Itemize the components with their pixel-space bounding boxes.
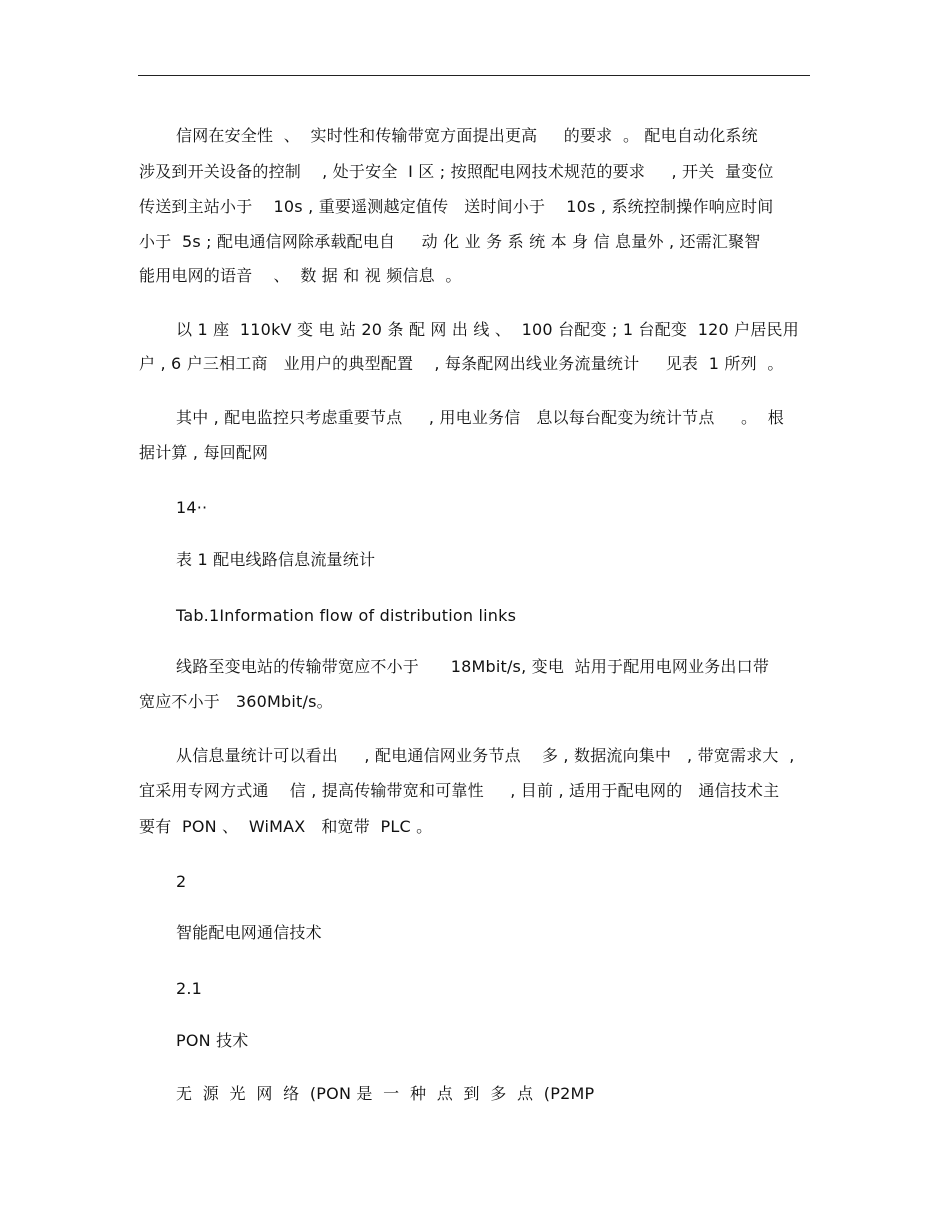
paragraph-13-line-1: 无 源 光 网 络 (PON 是 一 种 点 到 多 点 (P2MP bbox=[176, 1084, 595, 1103]
paragraph-2-line-1: 以 1 座 110kV 变 电 站 20 条 配 网 出 线 、 100 台配变 ; 1 台配变 120 户居民用 bbox=[176, 320, 799, 339]
paragraph-8-line-2: 宜采用专网方式通 信 , 提高传输带宽和可靠性 , 目前 , 适用于配电网的 通信技术主 bbox=[139, 781, 780, 800]
paragraph-1-line-5: 能用电网的语音 、 数 据 和 视 频信息 。 bbox=[139, 266, 462, 285]
section-title: 智能配电网通信技术 bbox=[176, 923, 322, 942]
header-rule bbox=[138, 75, 810, 76]
paragraph-1-line-2: 涉及到开关设备的控制 , 处于安全 Ⅰ 区 ; 按照配电网技术规范的要求 , 开关 量变位 bbox=[139, 162, 774, 181]
section-number: 2 bbox=[176, 872, 187, 891]
paragraph-3-line-2: 据计算 , 每回配网 bbox=[139, 443, 269, 462]
page-number: 14·· bbox=[176, 498, 208, 517]
paragraph-1-line-1: 信网在安全性 、 实时性和传输带宽方面提出更高 的要求 。 配电自动化系统 bbox=[176, 126, 758, 145]
subsection-title: PON 技术 bbox=[176, 1031, 249, 1050]
paragraph-2-line-2: 户 , 6 户三相工商 业用户的典型配置 , 每条配网出线业务流量统计 见表 1 所列 。 bbox=[139, 354, 784, 373]
paragraph-7-line-2: 宽应不小于 360Mbit/s。 bbox=[139, 692, 333, 711]
table-caption-en: Tab.1Information flow of distribution links bbox=[176, 606, 517, 625]
paragraph-3-line-1: 其中 , 配电监控只考虑重要节点 , 用电业务信 息以每台配变为统计节点 。 根 bbox=[176, 408, 784, 427]
paragraph-1-line-3: 传送到主站小于 10s , 重要遥测越定值传 送时间小于 10s , 系统控制操作响应时间 bbox=[139, 197, 774, 216]
paragraph-8-line-3: 要有 PON 、 WiMAX 和宽带 PLC 。 bbox=[139, 817, 433, 836]
paragraph-7-line-1: 线路至变电站的传输带宽应不小于 18Mbit/s, 变电 站用于配用电网业务出口带 bbox=[176, 657, 770, 676]
paragraph-1-line-4: 小于 5s ; 配电通信网除承载配电自 动 化 业 务 系 统 本 身 信 息量外 , 还需汇聚智 bbox=[139, 232, 761, 251]
subsection-number: 2.1 bbox=[176, 979, 203, 998]
table-caption-zh: 表 1 配电线路信息流量统计 bbox=[176, 550, 376, 569]
paragraph-8-line-1: 从信息量统计可以看出 , 配电通信网业务节点 多 , 数据流向集中 , 带宽需求大 , bbox=[176, 746, 795, 765]
